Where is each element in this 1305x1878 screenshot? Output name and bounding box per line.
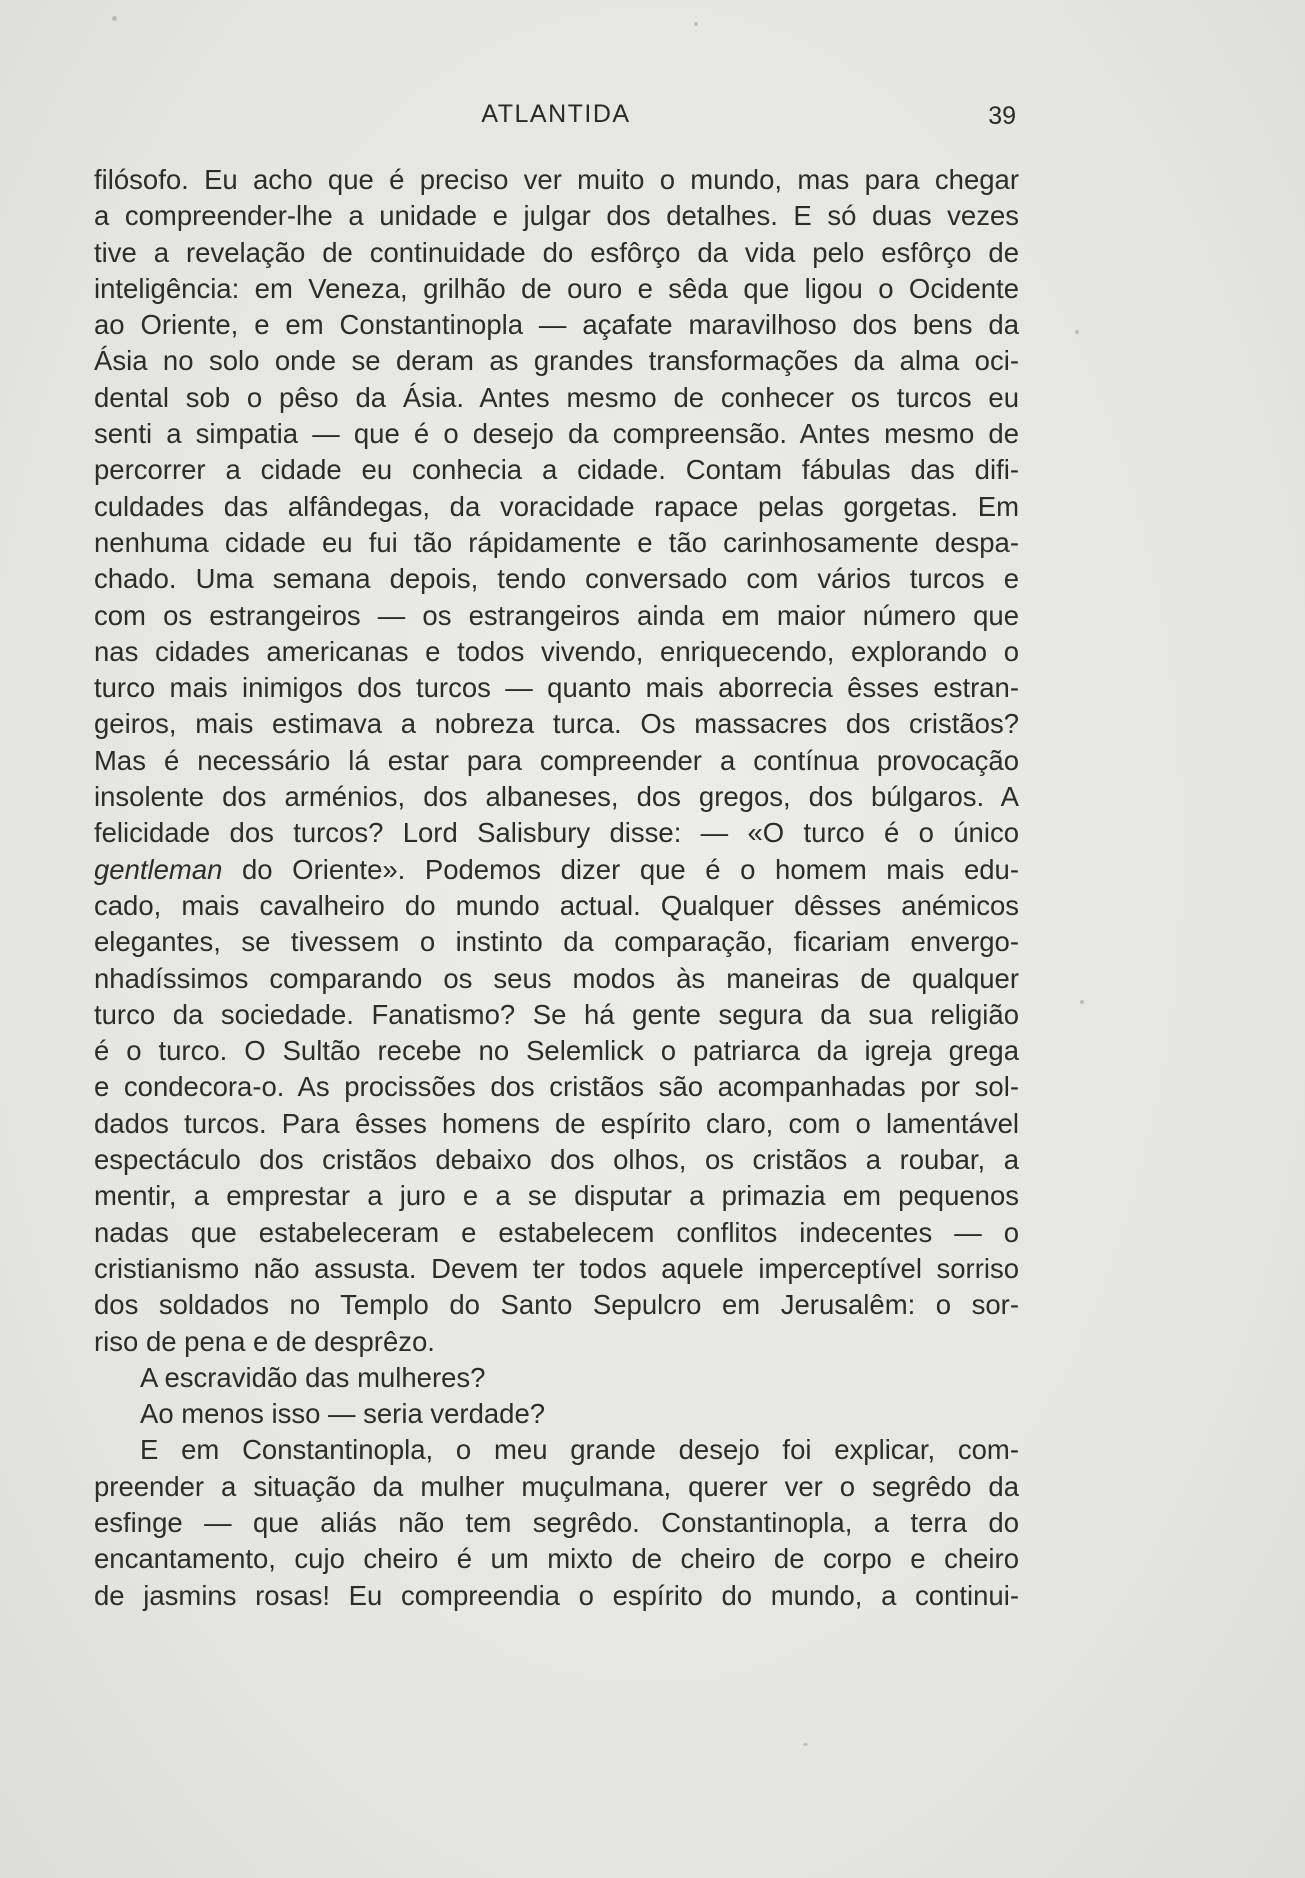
text-line: tive a revelação de continuidade do esfôrço da vida pelo esfôrço de (94, 236, 1019, 268)
text-line: de jasmins rosas! Eu compreendia o espírito do mundo, a continui- (94, 1579, 1019, 1611)
text-line: espectáculo dos cristãos debaixo dos olhos, os cristãos a roubar, a (94, 1144, 1019, 1176)
text-line: dos soldados no Templo do Santo Sepulcro em Jerusalêm: o sor- (94, 1289, 1019, 1321)
paper-speck (803, 1743, 808, 1746)
text-line: esfinge — que aliás não tem segrêdo. Constantinopla, a terra do (94, 1506, 1019, 1538)
text-line: cristianismo não assusta. Devem ter todos aquele imperceptível sorriso (94, 1252, 1019, 1284)
text-line: riso de pena e de desprêzo. (94, 1325, 435, 1357)
text-line: ao Oriente, e em Constantinopla — açafate maravilhoso dos bens da (94, 309, 1019, 341)
text-line: mentir, a emprestar a juro e a se disputar a primazia em pequenos (94, 1180, 1019, 1212)
text-line: felicidade dos turcos? Lord Salisbury disse: — «O turco é o único (94, 817, 1019, 849)
text-line: Ao menos isso — seria verdade? (140, 1398, 546, 1430)
paper-speck (1075, 330, 1079, 334)
paper-speck (694, 22, 698, 26)
text-line: turco da sociedade. Fanatismo? Se há gente segura da sua religião (94, 998, 1019, 1030)
text-line: senti a simpatia — que é o desejo da compreensão. Antes mesmo de (94, 418, 1019, 450)
body-text (94, 162, 1019, 1614)
text-line: percorrer a cidade eu conhecia a cidade. Contam fábulas das difi- (94, 454, 1019, 486)
text-line: dados turcos. Para êsses homens de espírito claro, com o lamentável (94, 1107, 1019, 1139)
page-number: 39 (988, 102, 1016, 130)
page-header (96, 100, 1016, 144)
italic-word: gentleman (94, 853, 223, 885)
text-line: Mas é necessário lá estar para compreender a contínua provocação (94, 744, 1019, 776)
text-line: culdades das alfândegas, da voracidade rapace pelas gorgetas. Em (94, 490, 1019, 522)
text-line: inteligência: em Veneza, grilhão de ouro e sêda que ligou o Ocidente (94, 272, 1019, 304)
text-line: elegantes, se tivessem o instinto da comparação, ficariam envergo- (94, 926, 1019, 958)
text-line: e condecora-o. As procissões dos cristãos são acompanhadas por sol- (94, 1071, 1019, 1103)
text-line: preender a situação da mulher muçulmana, querer ver o segrêdo da (94, 1470, 1019, 1502)
text-line: A escravidão das mulheres? (140, 1361, 486, 1393)
paper-speck (1080, 1000, 1084, 1004)
text-line: com os estrangeiros — os estrangeiros ainda em maior número que (94, 599, 1019, 631)
text-line: nhadíssimos comparando os seus modos às maneiras de qualquer (94, 962, 1019, 994)
text-line: turco mais inimigos dos turcos — quanto mais aborrecia êsses estran- (94, 672, 1019, 704)
text-line-rest: do Oriente». Podemos dizer que é o homem mais edu- (222, 853, 1019, 885)
text-line: insolente dos arménios, dos albaneses, dos gregos, dos búlgaros. A (94, 781, 1019, 813)
text-line-italic-word (94, 852, 1019, 888)
text-line: encantamento, cujo cheiro é um mixto de cheiro de corpo e cheiro (94, 1543, 1019, 1575)
text-line: a compreender-lhe a unidade e julgar dos detalhes. E só duas vezes (94, 200, 1019, 232)
text-line: nadas que estabeleceram e estabelecem conflitos indecentes — o (94, 1216, 1019, 1248)
text-line: nas cidades americanas e todos vivendo, enriquecendo, explorando o (94, 635, 1019, 667)
text-line: chado. Uma semana depois, tendo conversado com vários turcos e (94, 563, 1019, 595)
text-line: Ásia no solo onde se deram as grandes transformações da alma oci- (94, 345, 1019, 377)
text-line: E em Constantinopla, o meu grande desejo foi explicar, com- (140, 1434, 1019, 1466)
paper-speck (112, 16, 117, 21)
text-line: geiros, mais estimava a nobreza turca. Os massacres dos cristãos? (94, 708, 1019, 740)
text-line: nenhuma cidade eu fui tão rápidamente e tão carinhosamente despa- (94, 526, 1019, 558)
text-line: dental sob o pêso da Ásia. Antes mesmo de conhecer os turcos eu (94, 381, 1019, 413)
text-line: filósofo. Eu acho que é preciso ver muito o mundo, mas para chegar (94, 164, 1019, 195)
running-title: ATLANTIDA (481, 100, 631, 128)
text-line: é o turco. O Sultão recebe no Selemlick o patriarca da igreja grega (94, 1035, 1019, 1067)
text-line: cado, mais cavalheiro do mundo actual. Qualquer dêsses anémicos (94, 889, 1019, 921)
